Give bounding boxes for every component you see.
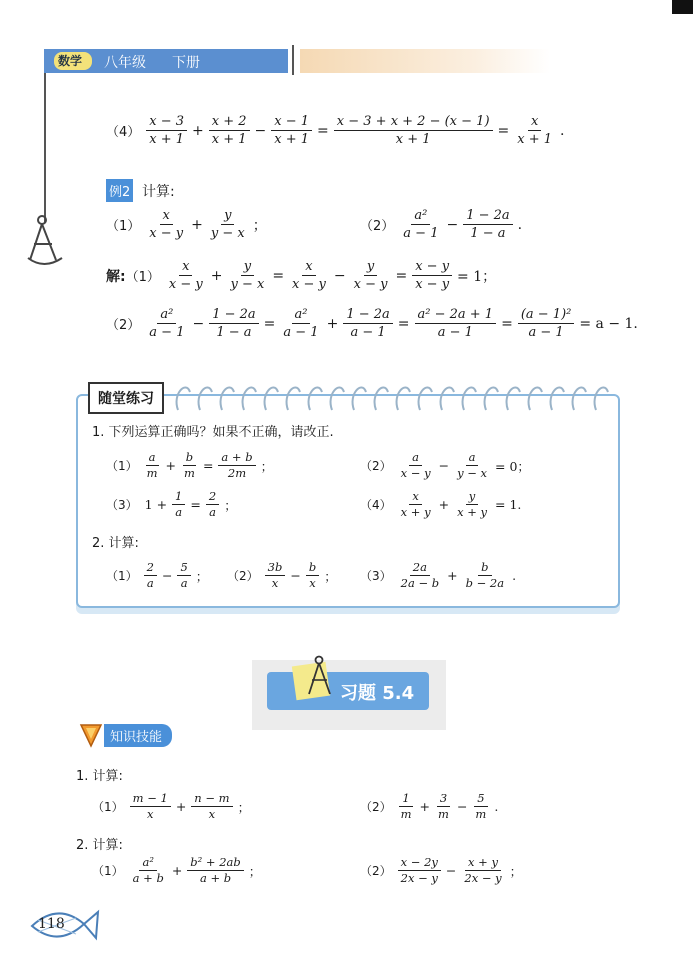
- practice-q2-2: （2） $\frac{3b}{x}$ − $\frac{b}{x}$ ；: [227, 560, 337, 590]
- example-title: 计算:: [142, 184, 175, 200]
- page-number: 118: [38, 916, 65, 932]
- solution-line-2: （2） $\frac{\text{a²}}{a - 1}$ − $\frac{1 - 2a}{1 - a}$ = $\frac{\text{a²}}{a - 1}$ + $\frac{1 - 2a}{a - 1}$ = $\frac{\text{a² − 2a + 1}}{a - 1}$ = $\frac{\text{(a − 1)²}}{a - 1}$ = a − 1.: [106, 307, 638, 340]
- practice-q2-1: （1） $\frac{2}{a}$ − $\frac{5}{a}$ ；: [106, 560, 209, 590]
- exercise-q2-2: （2） $\frac{x - 2y}{2x - y}$ − $\frac{x + y}{2x - y}$ ；: [360, 855, 523, 885]
- exercise-q1: 1. 计算:: [76, 769, 123, 784]
- practice-q2: 2. 计算:: [92, 536, 139, 551]
- practice-title: 随堂练习: [88, 382, 164, 414]
- corner-mark: [672, 0, 693, 14]
- practice-q1: 1. 下列运算正确吗？如果不正确，请改正.: [92, 425, 334, 440]
- exercise-q1-1: （1） $\frac{m - 1}{x}$ + $\frac{n - m}{x}$ ；: [92, 791, 251, 821]
- header-peach-bar: [300, 49, 550, 73]
- practice-q1-4: （4） $\frac{x}{x + y}$ + $\frac{y}{x + y}$ = 1.: [360, 489, 522, 519]
- solution-line-1: 解: （1） $\frac{x}{x - y}$ + $\frac{y}{y - x}$ = $\frac{x}{x - y}$ − $\frac{y}{x - y}$ = $\frac{x - y}{x - y}$ = 1；: [106, 259, 497, 292]
- spiral-binding: [168, 374, 618, 414]
- section-title: 知识技能: [104, 724, 172, 747]
- practice-q2-3: （3） $\frac{2a}{2a - b}$ + $\frac{b}{b - 2a}$ .: [360, 560, 517, 590]
- solution-title: 解:: [106, 268, 126, 285]
- header-divider: [292, 45, 294, 75]
- practice-q1-3: （3） 1 + $\frac{1}{a}$ = $\frac{2}{a}$ ；: [106, 489, 237, 519]
- example-problem-1: （1） $\frac{x}{x - y}$ + $\frac{y}{y - x}$ ；: [106, 208, 267, 241]
- compass-icon: [302, 654, 336, 698]
- compass-icon: [24, 212, 68, 268]
- top-formula: （4） $\frac{x - 3}{x + 1}$ + $\frac{x + 2}{x + 1}$ − $\frac{x - 1}{x + 1}$ = $\frac{x - 3 + x + 2 - (x - 1)}{x + 1}$ = $\frac{x}{x + 1}$ .: [106, 114, 565, 147]
- practice-q1-2: （2） $\frac{a}{x - y}$ − $\frac{a}{y - x}$ = 0；: [360, 450, 530, 480]
- exercise-q2-1: （1） $\frac{\text{a²}}{a + b}$ + $\frac{\text{b² + 2ab}}{a + b}$ ；: [92, 855, 262, 885]
- example-badge: 例2: [106, 179, 133, 202]
- header-bar: [44, 49, 288, 73]
- example-problem-2: （2） $\frac{\text{a²}}{a - 1}$ − $\frac{1 - 2a}{1 - a}$ .: [360, 208, 523, 241]
- section-icon: [78, 722, 104, 748]
- exercise-q2: 2. 计算:: [76, 838, 123, 853]
- exercise-banner-title: 习题 5.4: [340, 683, 415, 704]
- exercise-q1-2: （2） $\frac{1}{m}$ + $\frac{3}{m}$ − $\frac{5}{m}$ .: [360, 791, 499, 821]
- practice-q1-1: （1） $\frac{a}{m}$ + $\frac{b}{m}$ = $\frac{a + b}{2m}$ ；: [106, 450, 274, 480]
- header-subject: 数学: [58, 54, 83, 68]
- header-volume: 下册: [172, 55, 200, 71]
- header-grade: 八年级: [104, 55, 146, 71]
- margin-line: [44, 73, 46, 223]
